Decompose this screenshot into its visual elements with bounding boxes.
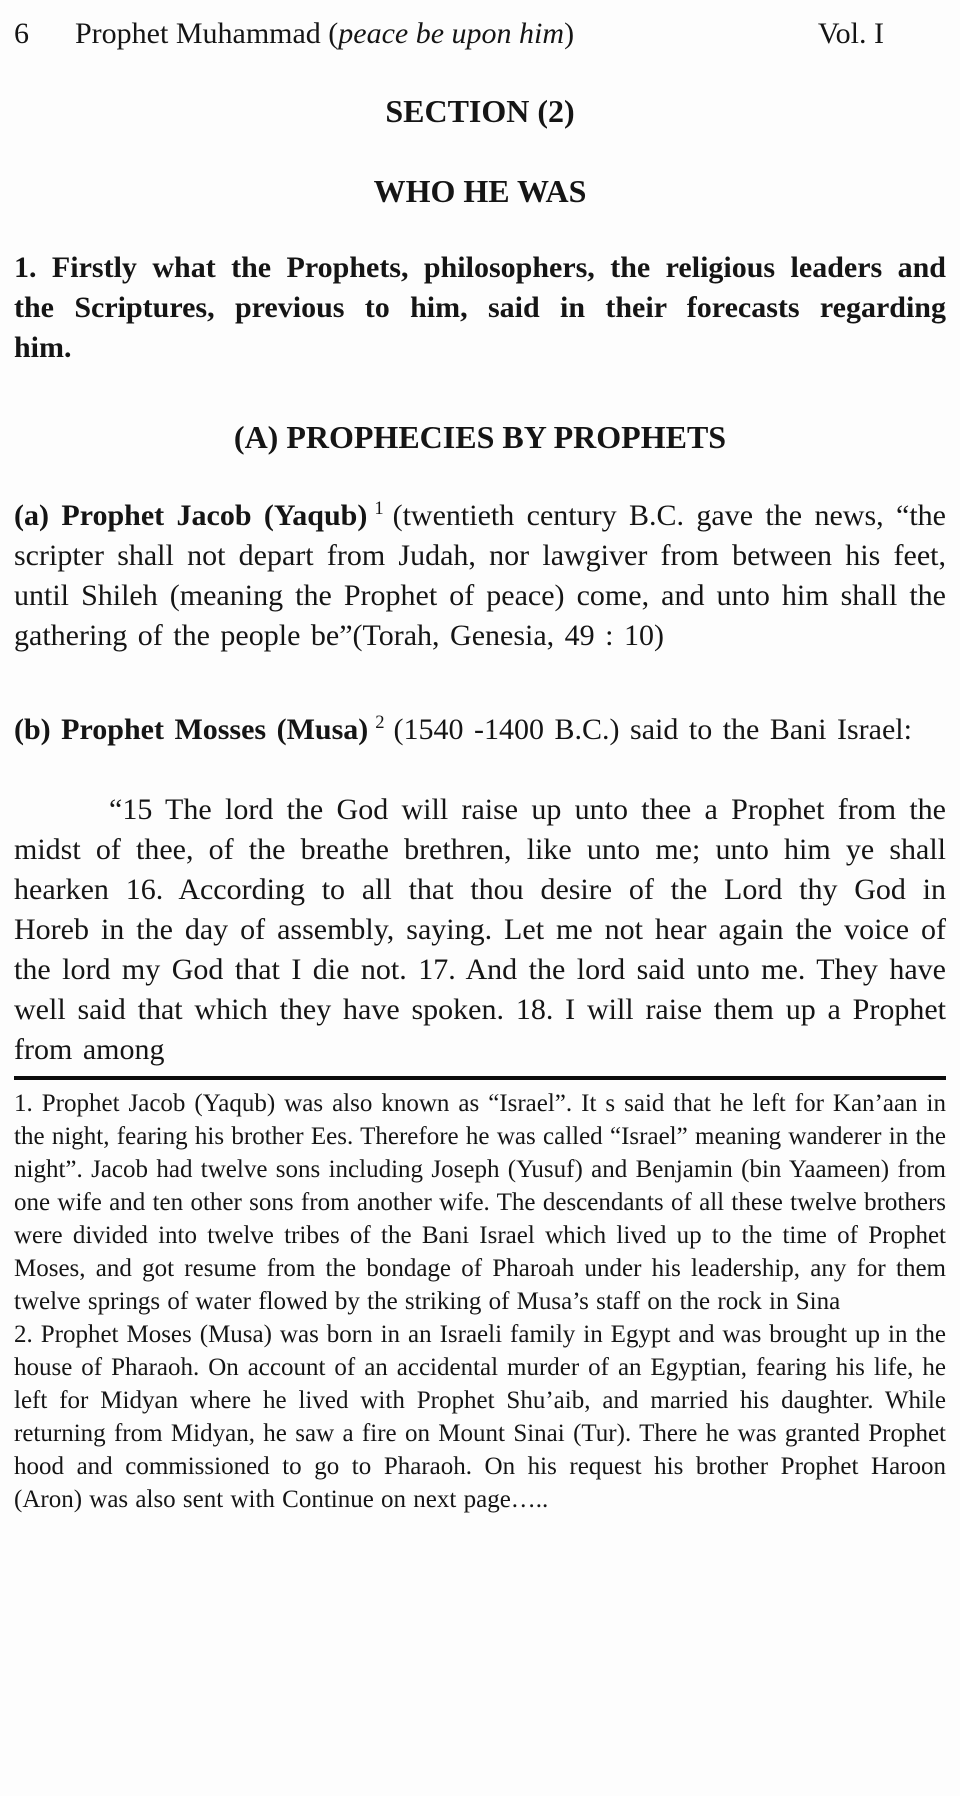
- running-title: [75, 14, 574, 54]
- volume-label: Vol. I: [817, 17, 884, 50]
- paragraph-jacob-body: (twentieth century B.C. gave the news, “the scripter shall not depart from Judah, nor lawgiver from between his feet, until Shileh (meaning the Prophet of peace) come, and unto him shall the gathering of the people be”(Torah, Genesia, 49 : 10): [14, 499, 946, 652]
- footnote-ref-2: 2: [375, 712, 385, 733]
- footnote-ref-1: 1: [374, 498, 384, 519]
- running-title-italic: peace be upon him: [338, 17, 565, 50]
- page-header: [14, 14, 946, 54]
- footnote-moses: 2. Prophet Moses (Musa) was born in an Israeli family in Egypt and was brought up in the house of Pharaoh. On account of an accidental murder of an Egyptian, fearing his life, he left for Midyan where he lived with Prophet Shu’aib, and married his daughter. While returning from Midyan, he saw a fire on Mount Sinai (Tur). There he was granted Prophet hood and commissioned to go to Pharaoh. On his request his brother Prophet Haroon (Aron) was also sent with Continue on next page…..: [14, 1321, 946, 1513]
- paragraph-jacob-lead: (a) Prophet Jacob (Yaqub): [14, 499, 368, 532]
- paragraph-moses-body: (1540 -1400 B.C.) said to the Bani Israel:: [393, 713, 912, 746]
- paragraph-moses-lead: (b) Prophet Mosses (Musa): [14, 713, 369, 746]
- header-left-group: [14, 14, 574, 54]
- page-number: 6: [14, 17, 29, 50]
- prophecies-heading: (A) PROPHECIES BY PROPHETS: [233, 419, 727, 455]
- quote-paragraph: “15 The lord the God will raise up unto thee a Prophet from the midst of thee, of the breathe brethren, like unto me; unto him ye shall hearken 16. According to all that thou desire of the Lord thy God in Horeb in the day of assembly, saying. Let me not hear again the voice of the lord my God that I die not. 17. And the lord said unto me. They have well said that which they have spoken. 18. I will raise them up a Prophet from among: [14, 793, 946, 1066]
- subsection-heading: WHO HE WAS: [373, 173, 587, 209]
- paragraph-moses: [14, 710, 946, 750]
- paragraph-jacob: [14, 496, 946, 656]
- intro-paragraph: 1. Firstly what the Prophets, philosophers, the religious leaders and the Scriptures, previous to him, said in their forecasts regarding him.: [14, 251, 946, 364]
- footnote-separator: [14, 1076, 946, 1080]
- running-title-suffix: ): [564, 17, 575, 50]
- footnote-jacob: 1. Prophet Jacob (Yaqub) was also known as “Israel”. It s said that he left for Kan’aan in the night, fearing his brother Ees. Therefore he was called “Israel” meaning wanderer in the night”. Jacob had twelve sons including Joseph (Yusuf) and Benjamin (bin Yaameen) from one wife and ten other sons from another wife. The descendants of all these twelve brothers were divided into twelve tribes of the Bani Israel which lived up to the time of Prophet Moses, and got resume from the bondage of Pharoah under his leadership, any for them twelve springs of water flowed by the striking of Musa’s staff on the rock in Sina: [14, 1090, 946, 1315]
- running-title-prefix: Prophet Muhammad (: [75, 17, 339, 50]
- section-heading: SECTION (2): [385, 93, 575, 129]
